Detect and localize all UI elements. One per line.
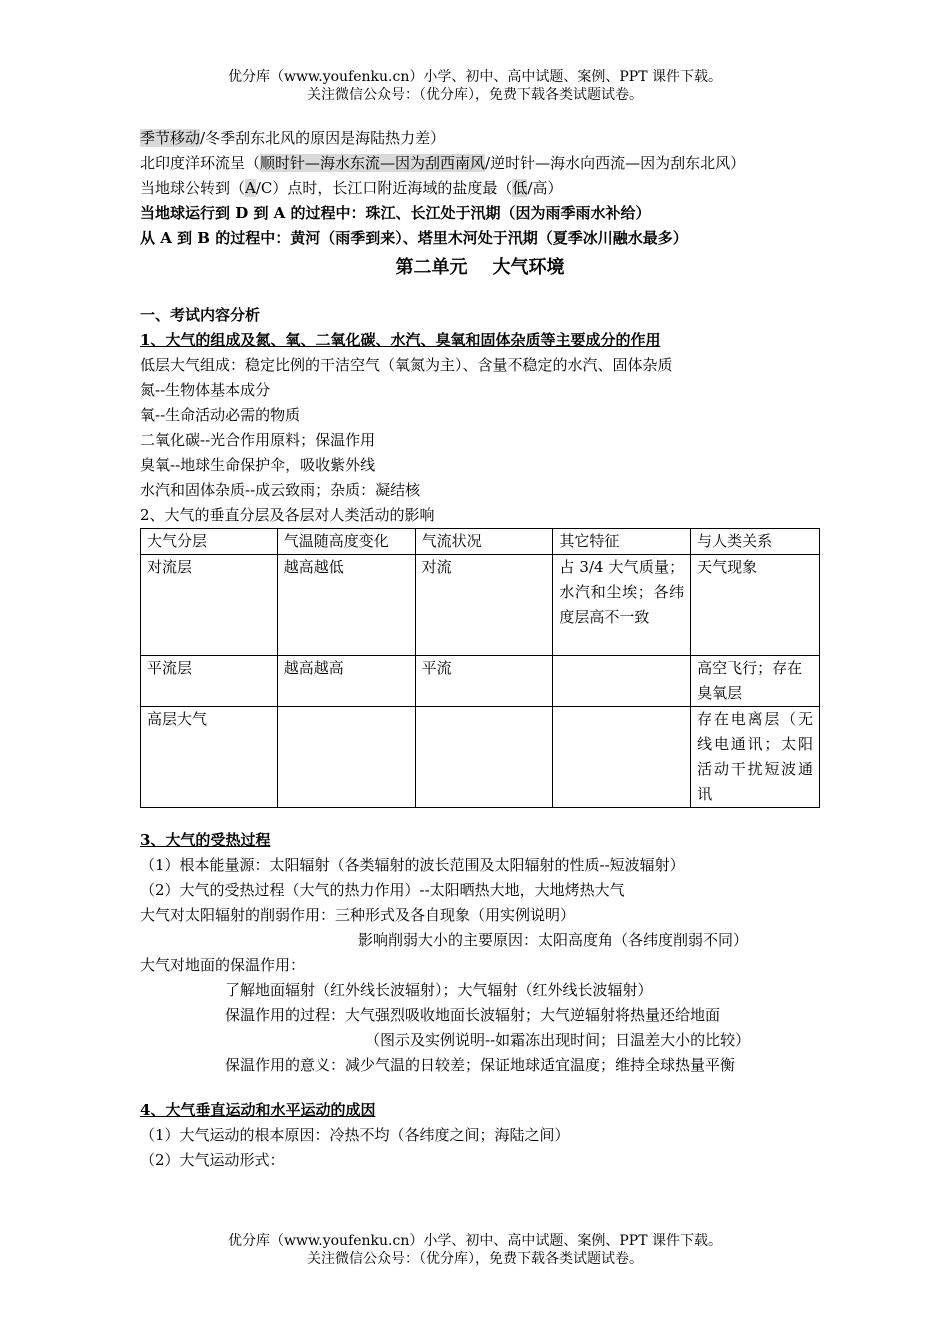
table-header-cell: 其它特征 xyxy=(553,529,691,555)
table-cell: 对流 xyxy=(415,555,553,656)
section-3-line-9: 保温作用的意义：减少气温的日较差；保证地球适宜温度；维持全球热量平衡 xyxy=(225,1056,736,1074)
section-3-line-7: 保温作用的过程：大气强烈吸收地面长波辐射；大气逆辐射将热量还给地面 xyxy=(225,1006,721,1024)
table-cell xyxy=(277,707,415,808)
section-3-line-4: 影响削弱大小的主要原因：太阳高度角（各纬度削弱不同） xyxy=(358,931,749,949)
text-span: /C）点时，长江口附近海域的盐度最（ xyxy=(255,179,513,197)
section-4-line-1: （1）大气运动的根本原因：冷热不均（各纬度之间；海陆之间） xyxy=(140,1126,570,1144)
table-header-row xyxy=(141,529,820,555)
table-cell: 平流 xyxy=(415,656,553,707)
section-3-line-8: （图示及实例说明--如霜冻出现时间；日温差大小的比较） xyxy=(365,1031,751,1049)
section-3-heading: 3、大气的受热过程 xyxy=(140,831,271,849)
table-cell: 越高越高 xyxy=(277,656,415,707)
table-header-cell: 与人类关系 xyxy=(691,529,820,555)
highlight-text: 低 xyxy=(512,179,528,197)
intro-line-4: 当地球运行到 D 到 A 的过程中：珠江、长江处于汛期（因为雨季雨水补给） xyxy=(140,204,651,222)
oxygen-line: 氧--生命活动必需的物质 xyxy=(140,406,301,424)
text-span: /逆时针—海水向西流—因为刮东北风） xyxy=(485,154,746,172)
co2-line: 二氧化碳--光合作用原料；保温作用 xyxy=(140,431,376,449)
table-cell: 天气现象 xyxy=(691,555,820,656)
table-header-cell: 气温随高度变化 xyxy=(277,529,415,555)
table-cell: 平流层 xyxy=(141,656,278,707)
subsection-heading-2: 2、大气的垂直分层及各层对人类活动的影响 xyxy=(140,506,435,524)
text-span: 当地球公转到（ xyxy=(140,179,246,197)
section-4-line-2: （2）大气运动形式： xyxy=(140,1151,285,1169)
table-cell xyxy=(415,707,553,808)
section-3-line-1: （1）根本能量源：太阳辐射（各类辐射的波长范围及太阳辐射的性质--短波辐射） xyxy=(140,856,685,874)
spacer xyxy=(140,1078,820,1098)
table-header-cell: 气流状况 xyxy=(415,529,553,555)
table-header-cell: 大气分层 xyxy=(141,529,278,555)
text-span: 北印度洋环流呈（ xyxy=(140,154,261,172)
atmosphere-layers-table xyxy=(140,528,820,808)
text-span: /冬季刮东北风的原因是海陆热力差） xyxy=(200,129,446,147)
intro-line-5: 从 A 到 B 的过程中：黄河（雨季到来）、塔里木河处于汛期（夏季冰川融水最多） xyxy=(140,229,688,247)
unit-title: 第二单元 大气环境 xyxy=(395,257,565,278)
section-3-line-2: （2）大气的受热过程（大气的热力作用）--太阳晒热大地，大地烤热大气 xyxy=(140,881,625,899)
table-cell: 高层大气 xyxy=(141,707,278,808)
spacer xyxy=(140,808,820,828)
section-3-line-5: 大气对地面的保温作用： xyxy=(140,956,306,974)
page-header xyxy=(0,68,950,104)
highlight-text: A xyxy=(245,179,256,197)
table-row xyxy=(141,555,820,656)
intro-line-1 xyxy=(140,126,820,151)
section-3-line-3: 大气对太阳辐射的削弱作用：三种形式及各自现象（用实例说明） xyxy=(140,906,576,924)
section-4-heading: 4、大气垂直运动和水平运动的成因 xyxy=(140,1101,376,1119)
ozone-line: 臭氧--地球生命保护伞，吸收紫外线 xyxy=(140,456,376,474)
table-row xyxy=(141,656,820,707)
header-line-1: 优分库（www.youfenku.cn）小学、初中、高中试题、案例、PPT 课件下载。 xyxy=(227,69,722,85)
spacer xyxy=(140,283,820,303)
footer-line-1: 优分库（www.youfenku.cn）小学、初中、高中试题、案例、PPT 课件下载。 xyxy=(227,1233,722,1249)
table-cell: 高空飞行；存在臭氧层 xyxy=(691,656,820,707)
nitrogen-line: 氮--生物体基本成分 xyxy=(140,381,271,399)
composition-line: 低层大气组成：稳定比例的干洁空气（氧氮为主）、含量不稳定的水汽、固体杂质 xyxy=(140,356,673,374)
table-row xyxy=(141,707,820,808)
table-cell: 对流层 xyxy=(141,555,278,656)
highlight-text: 季节移动 xyxy=(140,129,201,147)
document-body xyxy=(140,126,820,1173)
intro-line-2 xyxy=(140,151,820,176)
section-3-line-6: 了解地面辐射（红外线长波辐射）；大气辐射（红外线长波辐射） xyxy=(225,981,653,999)
header-line-2: 关注微信公众号：（优分库），免费下载各类试题试卷。 xyxy=(307,87,643,103)
highlight-text: 顺时针—海水东流—因为刮西南风 xyxy=(260,154,486,172)
section-heading: 一、考试内容分析 xyxy=(140,306,261,324)
footer-line-2: 关注微信公众号：（优分库），免费下载各类试题试卷。 xyxy=(307,1251,643,1267)
table-cell: 存在电离层（无线电通讯；太阳活动干扰短波通讯 xyxy=(691,707,820,808)
vapor-line: 水汽和固体杂质--成云致雨；杂质：凝结核 xyxy=(140,481,421,499)
subsection-heading-1: 1、大气的组成及氮、氧、二氧化碳、水汽、臭氧和固体杂质等主要成分的作用 xyxy=(140,331,661,349)
text-span: /高） xyxy=(527,179,563,197)
page-footer xyxy=(0,1232,950,1268)
table-cell xyxy=(553,707,691,808)
table-cell: 越高越低 xyxy=(277,555,415,656)
table-cell: 占 3/4 大气质量；水汽和尘埃；各纬度层高不一致 xyxy=(553,555,691,656)
table-cell xyxy=(553,656,691,707)
intro-line-3 xyxy=(140,176,820,201)
